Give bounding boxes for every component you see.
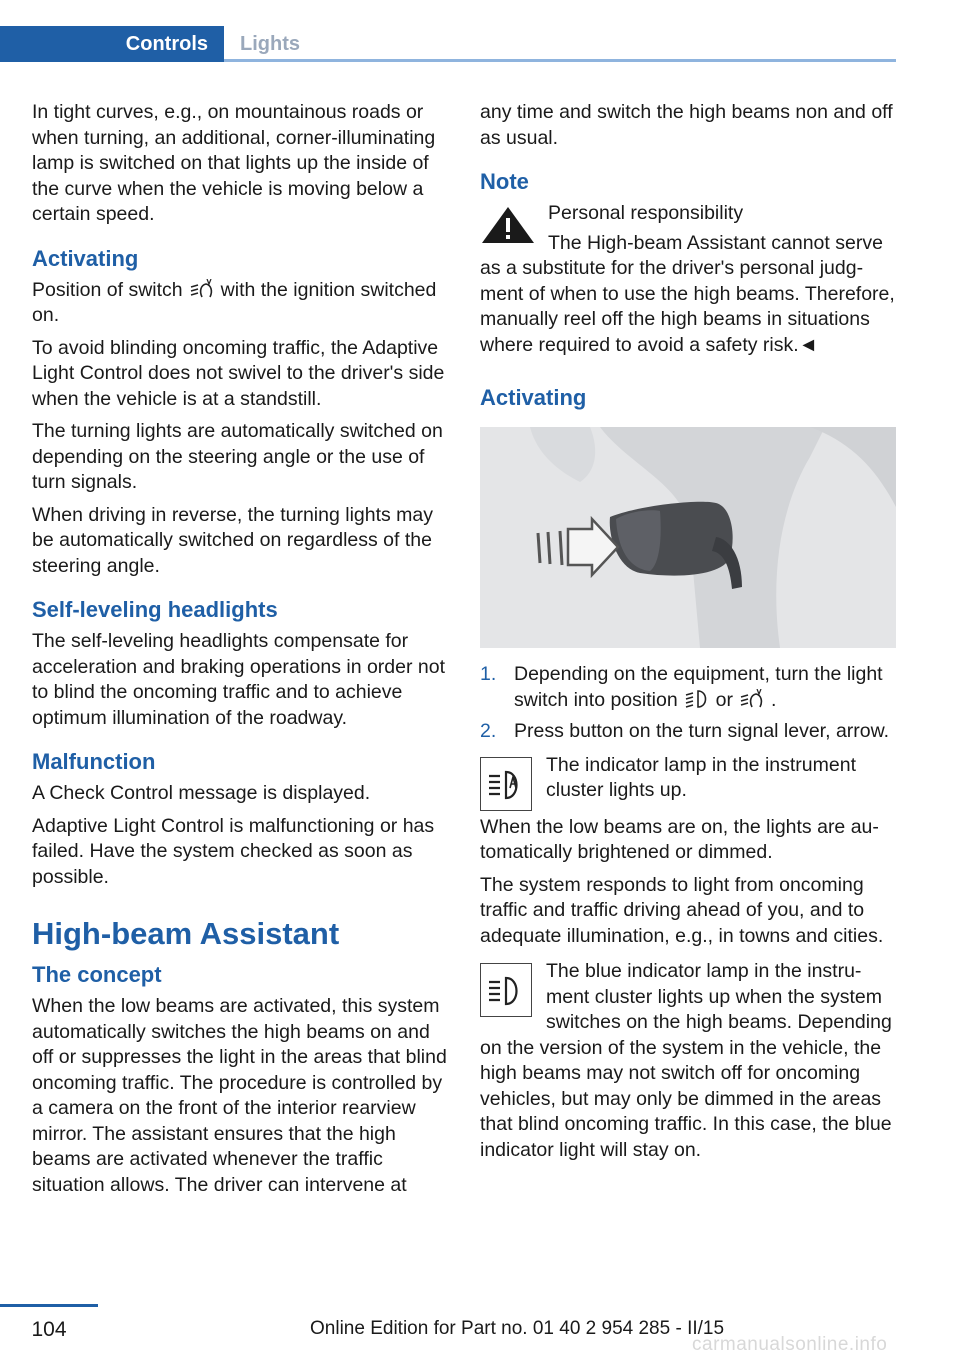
- list-item: 2. Press button on the turn signal lever, arrow.: [480, 720, 890, 742]
- auto-light-switch-icon: [739, 689, 765, 709]
- left-column: [32, 100, 450, 1205]
- note-heading: Note: [480, 169, 529, 194]
- self-leveling-paragraph: The self-leveling headlights compensate for acceleration and braking operations in order not to blind the oncoming traffic and to achieve optimum illumination of the roadway.: [32, 630, 446, 729]
- high-beam-indicator-icon: [480, 963, 532, 1017]
- concept-paragraph: When the low beams are activated, this system automatically switches the high beams on and off or suppresses the light in the areas that blind oncoming traffic. The procedure is controlled by a camera on the front of the interior rearview mirror. The assistant ensures that the high beams are activated whenever the traffic situation allows. The driver can intervene at: [32, 995, 447, 1196]
- edition-line: Online Edition for Part no. 01 40 2 954 285 - II/15: [310, 1318, 725, 1339]
- header-divider: [224, 59, 896, 62]
- high-beam-assistant-indicator-icon: [480, 757, 532, 811]
- indicator-2-text: The blue indicator lamp in the instrument cluster lights up when the system switches on the high beams. Depending on the version of the system in the vehicle, the high beams may not switch off for oncoming vehicles, but may only be dimmed in the areas that blind oncoming traffic. In this case, the blue indicator light will stay on.: [480, 960, 892, 1161]
- malfunction-heading: Malfunction: [32, 749, 156, 774]
- self-leveling-heading: Self-leveling headlights: [32, 597, 278, 622]
- low-beams-paragraph: When the low beams are on, the lights are automatically brightened or dimmed.: [480, 815, 879, 863]
- low-beam-switch-icon: [684, 689, 710, 709]
- system-responds-paragraph: The system responds to light from oncoming traffic and traffic driving ahead of you, and to adequate illumination, e.g., in towns and cities.: [480, 873, 884, 947]
- activating-switch-paragraph: Position of switch with the ignition switched on.: [32, 278, 437, 326]
- high-beam-assistant-heading: High-beam Assistant: [32, 916, 340, 951]
- right-column: [480, 100, 896, 1170]
- watermark: carmanualsonline.info: [692, 1334, 888, 1355]
- activating-heading: Activating: [32, 245, 139, 271]
- page-number: 104: [31, 1318, 67, 1341]
- tab-lights[interactable]: Lights: [240, 32, 300, 55]
- footer-divider: [0, 1304, 98, 1307]
- intro-paragraph: In tight curves, e.g., on mountainous roads or when turning, an additional, corner-illuminating lamp is switched on that lights up the inside of the curve when the vehicle is moving below a certain speed.: [32, 101, 436, 225]
- activating-paragraph-4: When driving in reverse, the turning lights may be automatically switched on regardless of the steering angle.: [32, 503, 434, 577]
- list-item: 1. Depending on the equipment, turn the light switch into position or .: [480, 663, 883, 711]
- continued-paragraph: any time and switch the high beams non and off as usual.: [480, 101, 893, 149]
- auto-light-switch-icon: [189, 279, 215, 299]
- indicator-block-1: [480, 753, 896, 804]
- concept-heading: The concept: [32, 962, 162, 987]
- activating-paragraph-2: To avoid blinding oncoming traffic, the Adaptive Light Control does not swivel to the driver's side when the vehicle is at a standstill.: [32, 336, 445, 410]
- tab-controls[interactable]: Controls: [0, 26, 224, 62]
- indicator-1-text: The indicator lamp in the instrument cluster lights up.: [546, 753, 856, 801]
- activating-heading-right: Activating: [480, 385, 587, 410]
- note-title: Personal responsibility: [548, 202, 744, 224]
- indicator-block-2: [480, 959, 896, 1163]
- note-text: The High-beam Assistant cannot serve as a substitute for the driver's personal judgment of when to use the high beams. Therefore, manually reel off the high beams in situations where required to avoid a safety risk.◄: [480, 231, 895, 356]
- warning-triangle-icon: [480, 205, 536, 245]
- note-block: [480, 201, 896, 358]
- activating-paragraph-3: The turning lights are automatically switched on depending on the steering angle or the use of turn signals.: [32, 420, 443, 493]
- steps-list: [480, 662, 896, 745]
- turn-signal-lever-illustration: [480, 427, 896, 648]
- malfunction-paragraph-2: Adaptive Light Control is malfunctioning or has failed. Have the system checked as soon as possible.: [32, 814, 435, 888]
- page-header: [0, 0, 960, 62]
- malfunction-paragraph-1: A Check Control message is displayed.: [32, 782, 371, 804]
